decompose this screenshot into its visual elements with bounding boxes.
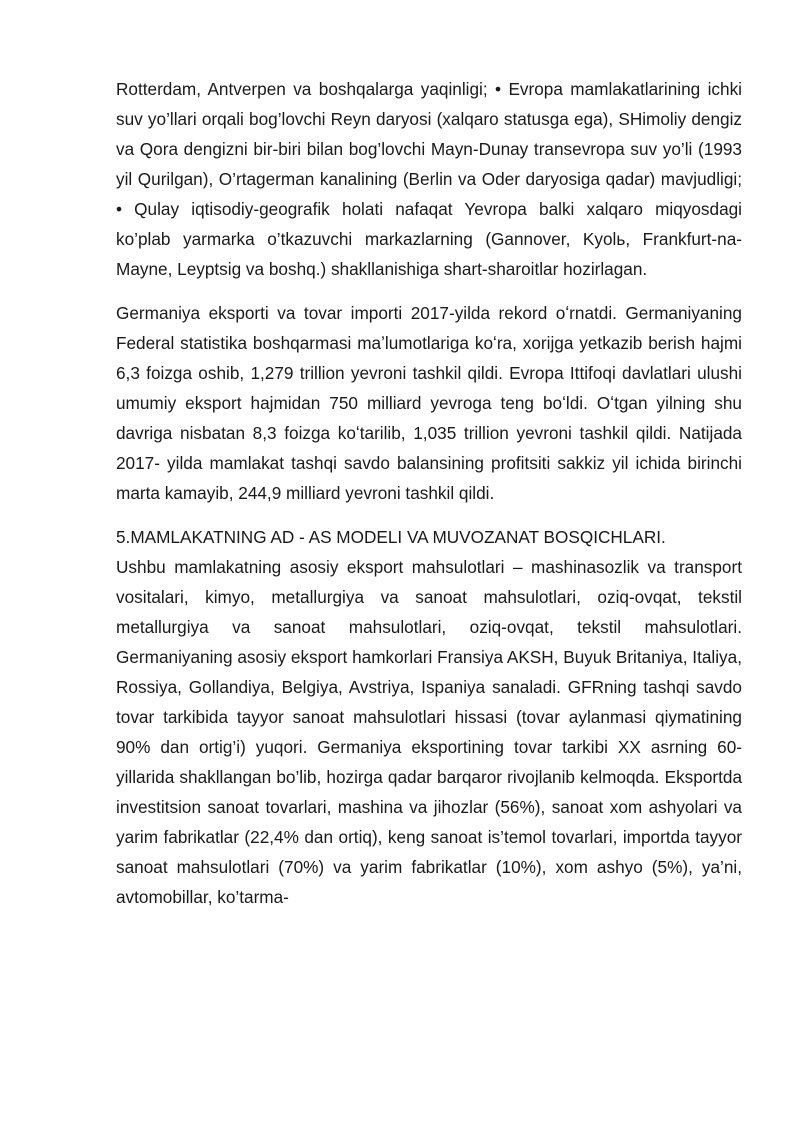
paragraph-export-products: Ushbu mamlakatning asosiy eksport mahsulotlari – mashinasozlik va transport vositalari, kimyo, metallurgiya va sanoat mahsulotlari, oziq-ovqat, tekstil metallurgiya va sanoat mahsulotlari, oziq-ovqat, tekstil mahsulotlari. Germaniyaning asosiy eksport hamkorlari Fransiya AKSH, Buyuk Britaniya, Italiya, Rossiya, Gollandiya, Belgiya, Avstriya, Ispaniya sanaladi. GFRning tashqi savdo tovar tarkibida tayyor sanoat mahsulotlari hissasi (tovar aylanmasi qiymatining 90% dan ortig’i) yuqori. Germaniya eksportining tovar tarkibi XX asrning 60-yillarida shakllangan bo’lib, hozirga qadar barqaror rivojlanib kelmoqda. Eksportda investitsion sanoat tovarlari, mashina va jihozlar (56%), sanoat xom ashyolari va yarim fabrikatlar (22,4% dan ortiq), keng sanoat is’temol tovarlari, importda tayyor sanoat mahsulotlari (70%) va yarim fabrikatlar (10%), xom ashyo (5%), ya’ni, avtomobillar, ko’tarma-: [116, 557, 742, 907]
paragraph-rotterdam: Rotterdam, Antverpen va boshqalarga yaqinligi; • Evropa mamlakatlarining ichki suv yo’llari orqali bog’lovchi Reyn daryosi (xalqaro statusga ega), SHimoliy dengiz va Qora dengizni bir-biri bilan bog’lovchi Mayn-Dunay transevropa suv yo’li (1993 yil Qurilgan), O’rtagerman kanalining (Berlin va Oder daryosiga qadar) mavjudligi; • Qulay iqtisodiy-geografik holati nafaqat Yevropa balki xalqaro miqyosdagi ko’plab yarmarka o’tkazuvchi markazlarning (Gannover, Kyolь, Frankfurt-na-Mayne, Leyptsig va boshq.) shakllanishiga shart-sharoitlar hozirlagan.: [116, 79, 742, 279]
paragraph-export-import-2017: Germaniya eksporti va tovar importi 2017-yilda rekord oʻrnatdi. Germaniyaning Federal statistika boshqarmasi maʼlumotlariga koʻra, xorijga yetkazib berish hajmi 6,3 foizga oshib, 1,279 trillion yevroni tashkil qildi. Evropa Ittifoqi davlatlari ulushi umumiy eksport hajmidan 750 milliard yevroga teng boʻldi. Oʻtgan yilning shu davriga nisbatan 8,3 foizga koʻtarilib, 1,035 trillion yevroni tashkil qildi. Natijada 2017- yilda mamlakat tashqi savdo balansining profitsiti sakkiz yil ichida birinchi marta kamayib, 244,9 milliard yevroni tashkil qildi.: [116, 303, 742, 503]
section-heading: 5.MAMLAKATNING AD - AS MODELI VA MUVOZANAT BOSQICHLARI.: [116, 527, 666, 547]
document-page: [116, 74, 742, 912]
